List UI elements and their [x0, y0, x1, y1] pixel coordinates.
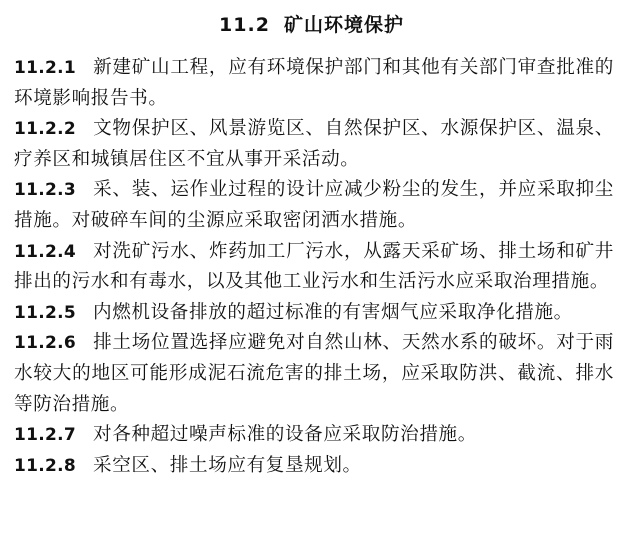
- clause-number: 11.2.8: [14, 455, 77, 476]
- clause-number: 11.2.3: [14, 180, 77, 201]
- clause-text: 新建矿山工程，应有环境保护部门和其他有关部门审查批准的环境影响报告书。: [14, 57, 614, 109]
- clause-number: 11.2.7: [14, 425, 77, 446]
- clause-number: 11.2.1: [14, 58, 77, 78]
- clause-11-2-1: [14, 53, 614, 114]
- clause-text: 采空区、排土场应有复垦规划。: [93, 454, 362, 476]
- clause-text: 排土场位置选择应避免对自然山林、天然水系的破坏。对于雨水较大的地区可能形成泥石流危害的排土场，应采取防洪、截流、排水等防治措施。: [14, 332, 614, 415]
- clause-text: 文物保护区、风景游览区、自然保护区、水源保护区、温泉、疗养区和城镇居住区不宜从事开采活动。: [14, 118, 614, 170]
- clause-number: 11.2.2: [14, 119, 77, 140]
- clause-number: 11.2.4: [14, 241, 77, 262]
- section-heading: [0, 10, 623, 37]
- clause-number: 11.2.5: [14, 302, 77, 323]
- clause-11-2-2: [14, 114, 614, 175]
- section-number: 11.2: [219, 14, 270, 36]
- clause-11-2-6: [14, 328, 614, 420]
- clause-11-2-7: [14, 420, 614, 451]
- clause-number: 11.2.6: [14, 333, 77, 354]
- clause-list: [14, 53, 614, 481]
- clause-text: 对洗矿污水、炸药加工厂污水，从露天采矿场、排土场和矿井排出的污水和有毒水，以及其他工业污水和生活污水应采取治理措施。: [14, 240, 614, 293]
- clause-11-2-5: [14, 298, 614, 329]
- clause-11-2-8: [14, 451, 614, 482]
- clause-text: 内燃机设备排放的超过标准的有害烟气应采取净化措施。: [93, 301, 573, 323]
- clause-11-2-3: [14, 175, 614, 236]
- clause-text: 采、装、运作业过程的设计应减少粉尘的发生，并应采取抑尘措施。对破碎车间的尘源应采取密闭洒水措施。: [14, 179, 614, 231]
- section-title-text: 矿山环境保护: [283, 14, 404, 36]
- clause-text: 对各种超过噪声标准的设备应采取防治措施。: [93, 424, 477, 446]
- clause-11-2-4: [14, 237, 614, 298]
